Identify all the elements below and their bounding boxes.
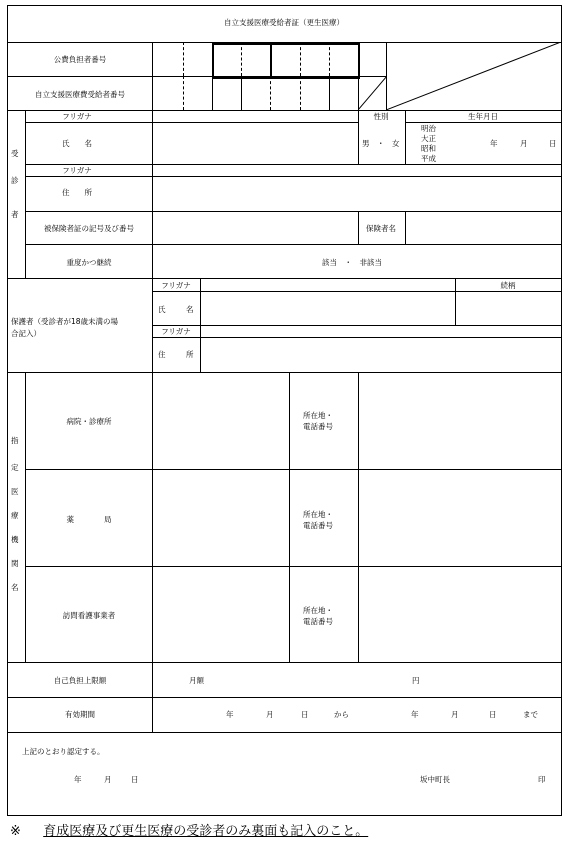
hospital-location-label: 所在地・ <box>303 411 333 420</box>
digit-divider <box>300 76 301 110</box>
guardian-address-label: 所 <box>186 350 194 359</box>
cert-month: 月 <box>104 775 112 784</box>
divider <box>25 176 561 177</box>
form-title: 自立支援医療受給者証（更生医療） <box>224 18 344 27</box>
divider <box>25 469 561 470</box>
divider <box>152 372 153 662</box>
pharmacy-phone-label: 電話番号 <box>303 521 333 530</box>
period-end-month: 月 <box>451 710 459 719</box>
guardian-name-label: 氏 <box>158 305 166 314</box>
digit-divider <box>270 76 271 110</box>
cert-day: 日 <box>131 775 139 784</box>
period-end-day: 日 <box>489 710 497 719</box>
dob-month: 月 <box>520 139 528 148</box>
divider <box>25 244 561 245</box>
footnote-mark: ※ <box>10 824 21 839</box>
era-list: 明治 大正 昭和 平成 <box>421 124 436 163</box>
divider <box>25 211 561 212</box>
divider <box>152 42 153 110</box>
divider <box>405 211 406 244</box>
period-start-month: 月 <box>266 710 274 719</box>
divider <box>25 122 358 123</box>
guardian-name-label: 名 <box>186 305 194 314</box>
divider <box>7 732 561 733</box>
digit-divider <box>241 76 242 110</box>
dob-label: 生年月日 <box>468 112 498 121</box>
address-label: 住 所 <box>62 188 92 197</box>
guardian-address-label: 住 <box>158 350 166 359</box>
digit-divider <box>241 42 242 76</box>
name-label: 氏 名 <box>62 139 92 148</box>
severe-continuous-label: 重度かつ継続 <box>66 258 112 267</box>
yen-label: 円 <box>412 676 420 685</box>
divider <box>7 372 561 373</box>
divider <box>358 110 359 164</box>
diagonal-strike <box>358 76 387 110</box>
period-from: から <box>334 710 349 719</box>
payer-number-box[interactable] <box>270 43 360 79</box>
footnote-text: 育成医療及び更生医療の受診者のみ裏面も記入のこと。 <box>43 824 369 839</box>
gender-value: 男 ・ 女 <box>362 139 400 148</box>
cert-year: 年 <box>74 775 82 784</box>
period-start-day: 日 <box>301 710 309 719</box>
severe-continuous-value: 該当 ・ 非該当 <box>322 258 382 267</box>
hospital-label: 病院・診療所 <box>66 417 112 426</box>
divider <box>7 662 561 663</box>
dob-year: 年 <box>490 139 498 148</box>
digit-divider <box>329 42 330 76</box>
dob-day: 日 <box>549 139 557 148</box>
period-start-year: 年 <box>226 710 234 719</box>
diagonal-strike <box>386 42 561 110</box>
divider <box>358 372 359 662</box>
hospital-phone-label: 電話番号 <box>303 422 333 431</box>
insurance-number-label: 被保険者証の記号及び番号 <box>44 224 134 233</box>
validity-period-label: 有効期間 <box>65 710 95 719</box>
nursing-location-label: 所在地・ <box>303 606 333 615</box>
copay-limit-label: 自己負担上限額 <box>53 676 107 685</box>
furigana-label: フリガナ <box>62 112 92 121</box>
monthly-label: 月額 <box>189 676 204 685</box>
relation-label: 続柄 <box>500 281 516 290</box>
guardian-furigana-label: フリガナ <box>161 281 191 290</box>
digit-divider <box>183 76 184 110</box>
nursing-label: 訪問看護事業者 <box>62 611 116 620</box>
furigana-label: フリガナ <box>62 166 92 175</box>
guardian-label: 保護者（受診者が18歳未満の場 <box>11 317 119 326</box>
recipient-number-label: 自立支援医療費受給者番号 <box>35 90 125 99</box>
divider <box>7 110 561 111</box>
gender-label: 性別 <box>373 112 389 121</box>
nursing-phone-label: 電話番号 <box>303 617 333 626</box>
insurer-label: 保険者名 <box>366 224 396 233</box>
divider <box>405 122 561 123</box>
divider <box>152 325 561 326</box>
payer-number-label: 公費負担者番号 <box>53 55 107 64</box>
divider <box>152 291 561 292</box>
divider <box>358 211 359 244</box>
period-end-year: 年 <box>411 710 419 719</box>
divider <box>455 278 456 325</box>
certification-text: 上記のとおり認定する。 <box>22 747 105 756</box>
institution-group-label: 指 定 医 療 機 関 名 <box>11 436 19 592</box>
guardian-furigana-label: フリガナ <box>161 327 191 336</box>
guardian-label-cont: 合記入） <box>11 329 41 338</box>
digit-divider <box>329 76 330 110</box>
divider <box>25 110 26 278</box>
divider <box>25 566 561 567</box>
footnote <box>10 820 368 839</box>
divider <box>25 164 561 165</box>
period-until: まで <box>523 710 538 719</box>
divider <box>152 110 153 278</box>
seal-mark: 印 <box>538 775 546 784</box>
pharmacy-label: 薬 局 <box>66 515 112 524</box>
issuing-authority: 坂中町長 <box>420 775 450 784</box>
divider <box>7 278 561 279</box>
divider <box>25 372 26 662</box>
divider <box>289 372 290 662</box>
divider <box>405 110 406 164</box>
digit-divider <box>183 42 184 76</box>
digit-divider <box>300 42 301 76</box>
divider <box>7 697 561 698</box>
patient-group-label: 受 診 者 <box>11 149 19 219</box>
certificate-form <box>7 5 562 816</box>
pharmacy-location-label: 所在地・ <box>303 510 333 519</box>
digit-divider <box>212 76 213 110</box>
payer-number-box[interactable] <box>212 43 272 79</box>
divider <box>152 337 561 338</box>
